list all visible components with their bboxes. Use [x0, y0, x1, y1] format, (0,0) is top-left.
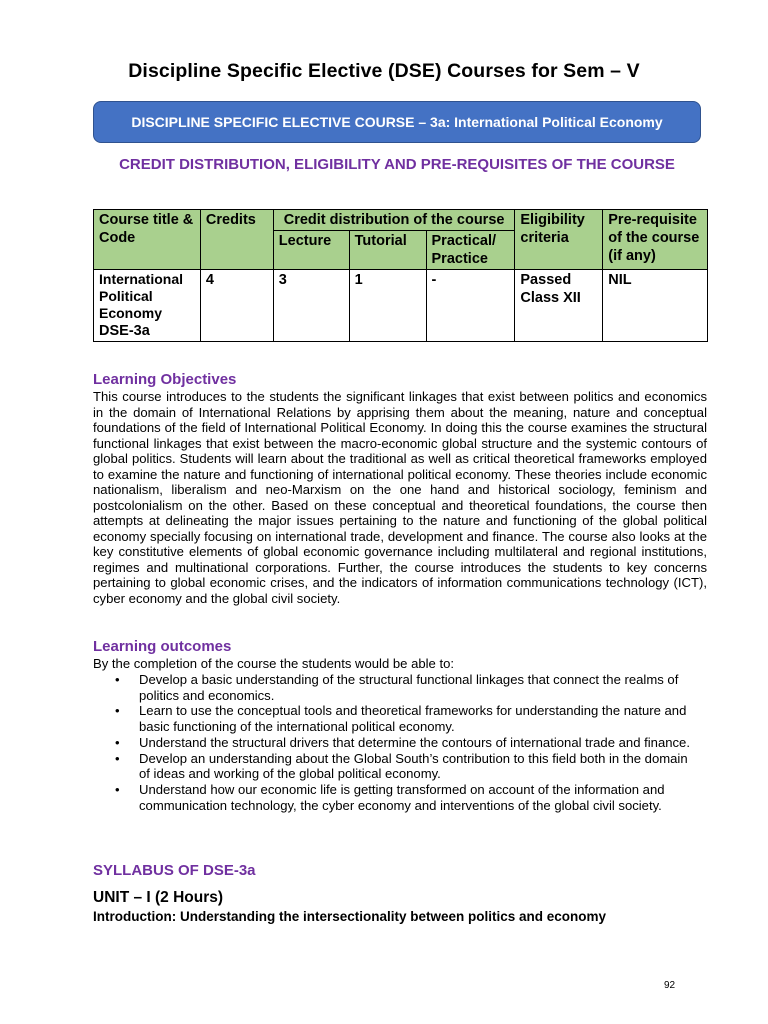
- learning-outcomes-heading: Learning outcomes: [93, 638, 232, 655]
- credit-distribution-heading: CREDIT DISTRIBUTION, ELIGIBILITY AND PRE-REQUISITES OF THE COURSE: [119, 156, 675, 173]
- list-item-text: Understand how our economic life is getting transformed on account of the information and communication technology, the cyber economy and interventions of the global civil society.: [139, 781, 665, 813]
- cell-lecture: 3: [273, 270, 349, 342]
- course-banner: [93, 101, 701, 143]
- bullet-icon: •: [115, 781, 120, 797]
- header-practical: Practical/ Practice: [426, 231, 515, 270]
- header-credit-distribution: Credit distribution of the course: [273, 210, 515, 231]
- bullet-icon: •: [115, 750, 120, 766]
- table-header-row: [94, 210, 708, 231]
- learning-outcomes-intro: By the completion of the course the students would be able to:: [93, 656, 455, 671]
- header-eligibility: Eligibility criteria: [515, 210, 603, 270]
- list-item: [93, 751, 693, 782]
- header-prerequisite: Pre-requisite of the course (if any): [603, 210, 708, 270]
- credit-distribution-table: [93, 209, 708, 342]
- cell-course-title: [94, 270, 201, 342]
- header-lecture: Lecture: [273, 231, 349, 270]
- list-item: [93, 703, 693, 734]
- course-banner-label: DISCIPLINE SPECIFIC ELECTIVE COURSE – 3a: International Political Economy: [131, 114, 663, 130]
- list-item: [93, 782, 693, 813]
- cell-prerequisite: NIL: [603, 270, 708, 342]
- list-item-text: Understand the structural drivers that determine the contours of international trade and finance.: [139, 734, 690, 750]
- list-item-text: Develop a basic understanding of the structural functional linkages that connect the realms of politics and economics.: [139, 672, 679, 703]
- list-item-text: Develop an understanding about the Global South’s contribution to this field both in the domain of ideas and working of the global political economy.: [139, 750, 688, 782]
- syllabus-heading: SYLLABUS OF DSE-3a: [93, 862, 256, 879]
- learning-objectives-heading: Learning Objectives: [93, 371, 237, 388]
- list-item: [93, 735, 693, 751]
- list-item-text: Learn to use the conceptual tools and theoretical frameworks for understanding the nature and basic functioning of the international political economy.: [139, 703, 687, 735]
- header-tutorial: Tutorial: [349, 231, 426, 270]
- cell-credits: 4: [200, 270, 273, 342]
- cell-tutorial: 1: [349, 270, 426, 342]
- course-code-text: DSE-3a: [99, 323, 150, 339]
- unit-subtitle: Introduction: Understanding the intersectionality between politics and economy: [93, 909, 607, 924]
- table-row: [94, 270, 708, 342]
- list-item: [93, 672, 693, 703]
- page-title: Discipline Specific Elective (DSE) Courses for Sem – V: [128, 60, 640, 82]
- page-number: 92: [664, 980, 676, 991]
- bullet-icon: •: [115, 703, 120, 719]
- unit-title: UNIT – I (2 Hours): [93, 889, 224, 906]
- header-credits: Credits: [200, 210, 273, 270]
- cell-eligibility: Passed Class XII: [515, 270, 603, 342]
- cell-practical: -: [426, 270, 515, 342]
- bullet-icon: •: [115, 734, 120, 750]
- course-title-text: International Political Economy: [99, 271, 184, 321]
- learning-outcomes-list: [93, 672, 693, 813]
- bullet-icon: •: [115, 672, 120, 687]
- header-course-title: Course title & Code: [94, 210, 201, 270]
- learning-objectives-text: This course introduces to the students the significant linkages that exist between politics and economics in the domain of International Relations by apprising them about the meaning, nature and conceptual foundations of the field of International Political Economy. In doing this the course examines the structural functional linkages that exist between the macro-economic global structure and the systemic contours of global politics. Students will learn about the traditional as well as critical theoretical frameworks employed to examine the nature and functioning of international political economy. These theories include economic nationalism, liberalism and neo-Marxism on the one hand and historical sociology, feminism and postcolonialism on the other. Based on these conceptual and theoretical foundations, the course then attempts at delineating the major issues pertaining to the nature and functioning of the global political economy specially focusing on international trade, development and finance. The course also looks at the key constitutive elements of global economic governance including multilateral and regional institutions, regimes and multinational corporations. Further, the course introduces the students to key concerns pertaining to global economic crises, and the indicators of information communications technology (ICT), cyber economy and the global civil society.: [93, 389, 707, 606]
